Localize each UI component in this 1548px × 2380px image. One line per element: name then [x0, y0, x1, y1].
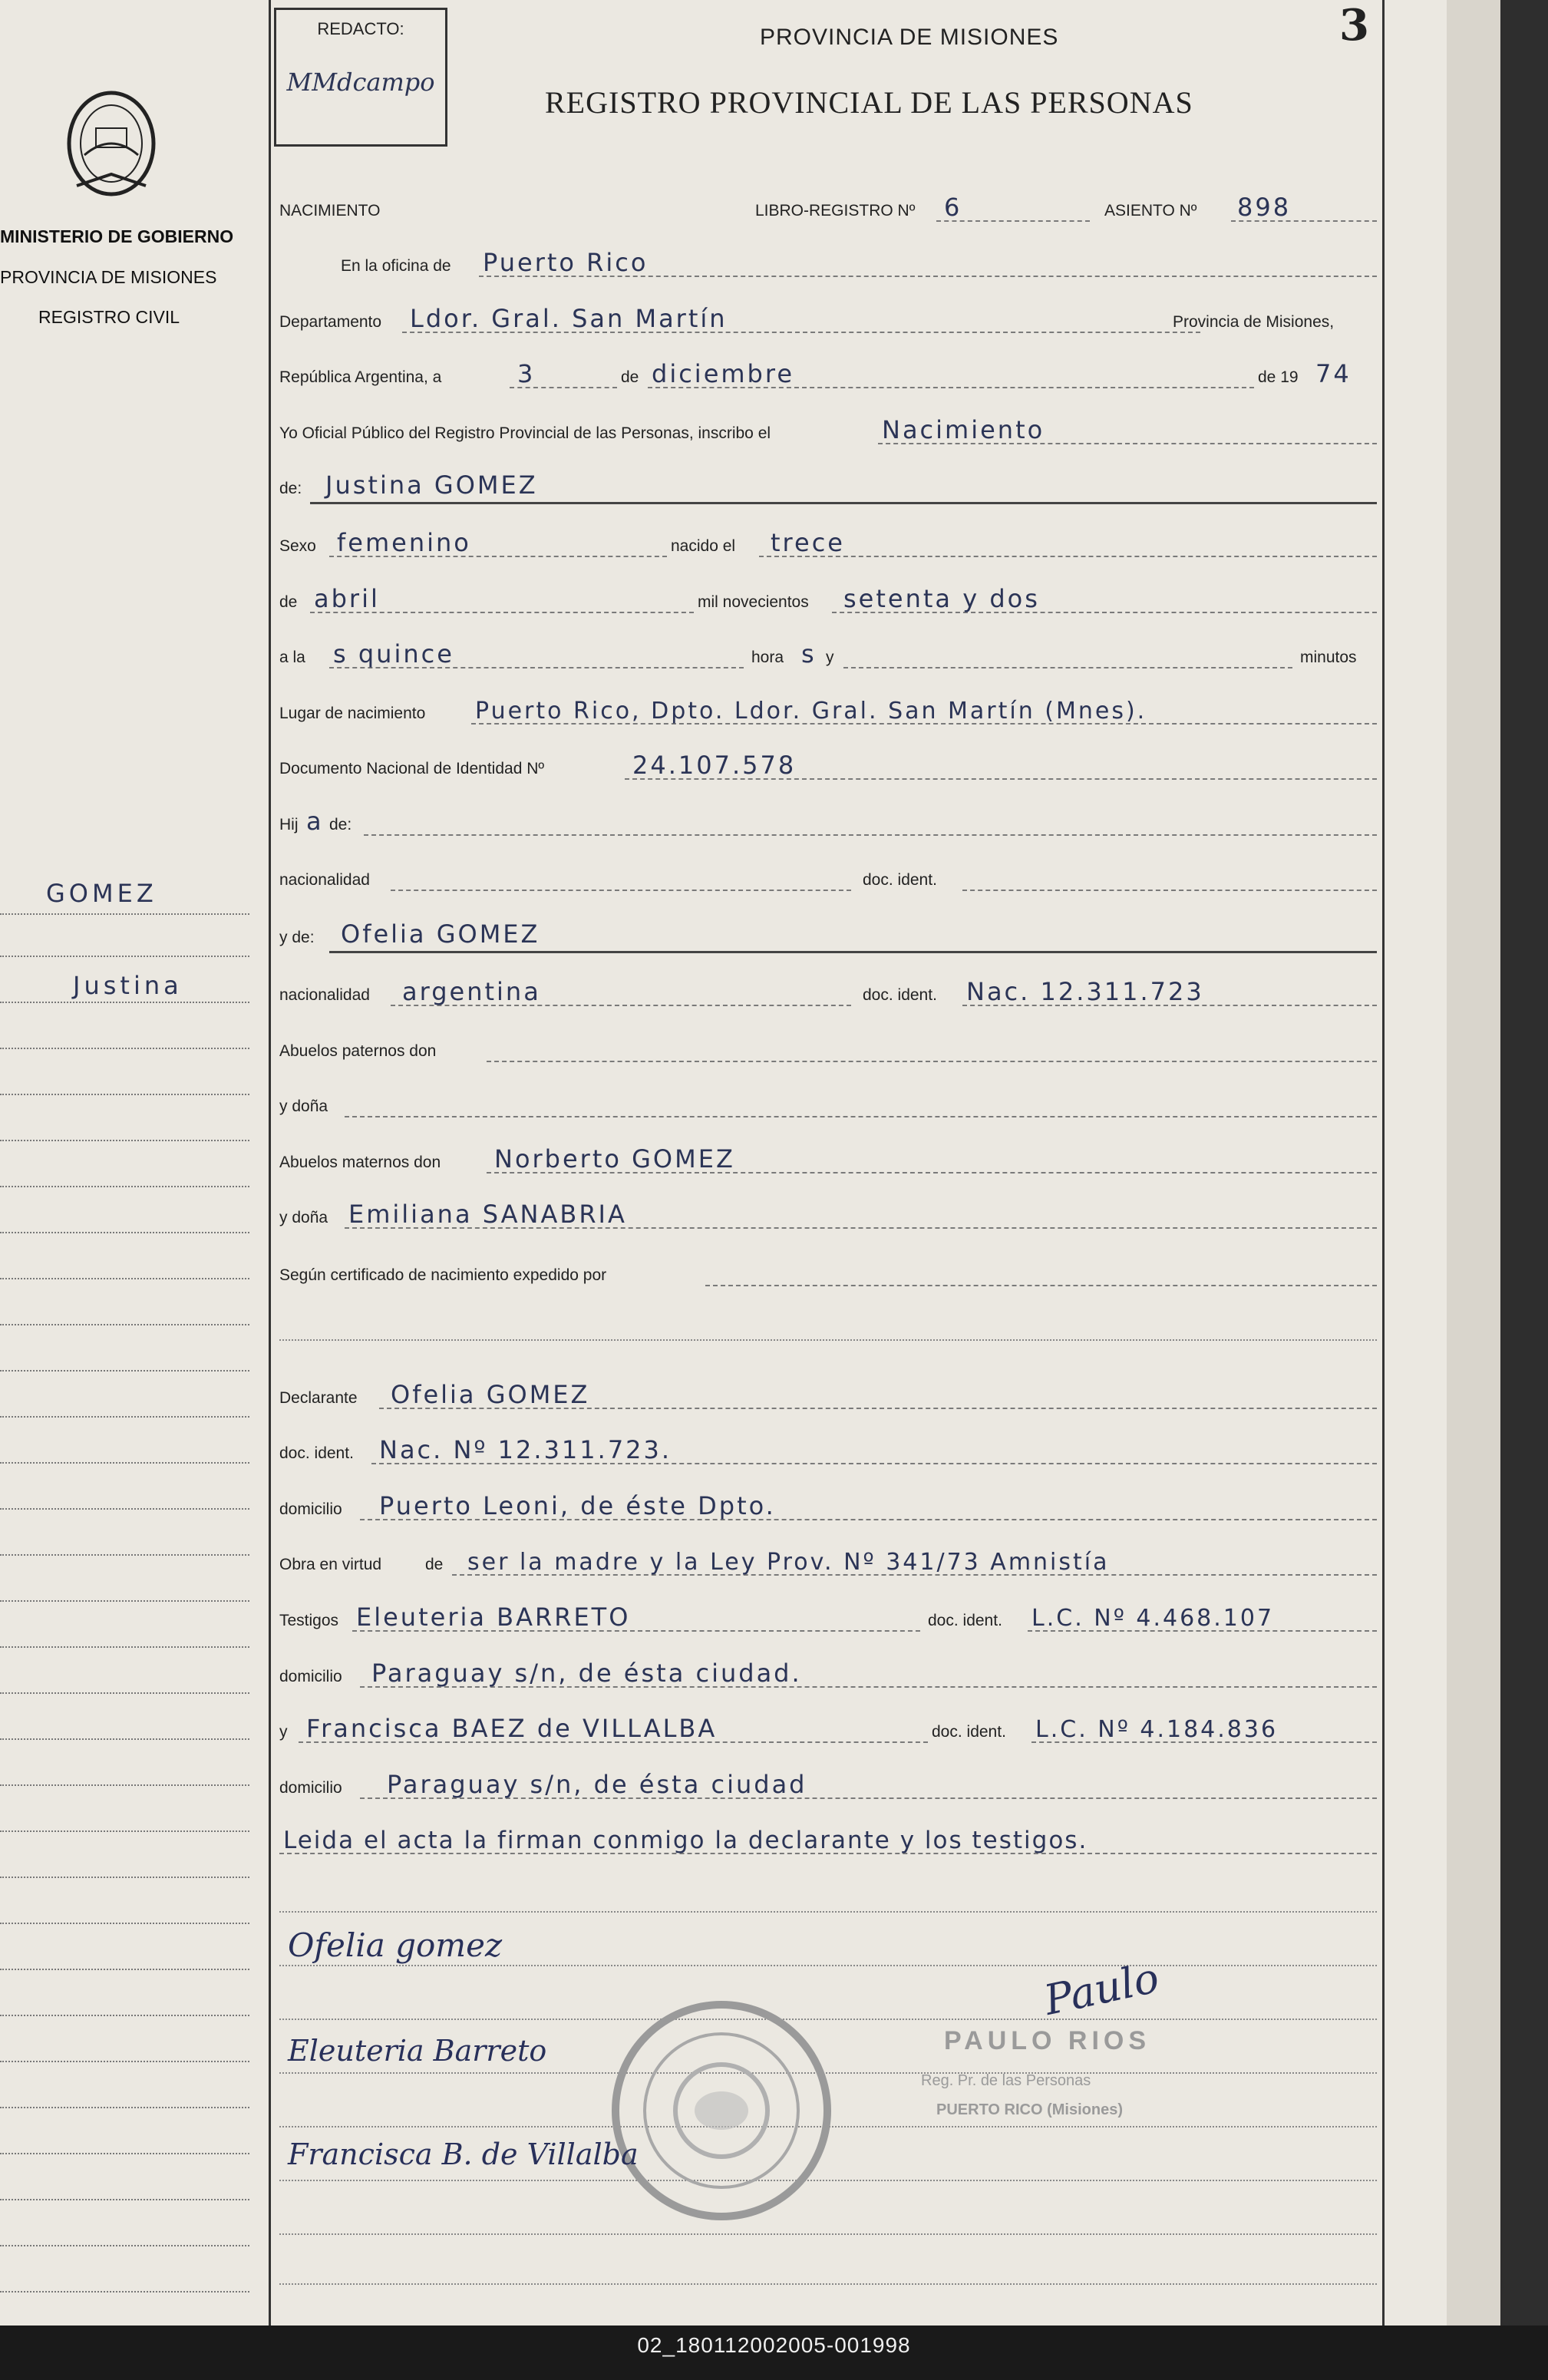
docident2-label: doc. ident. [863, 986, 937, 1004]
ydona2-value: Emiliana SANABRIA [348, 1200, 627, 1229]
left-ruled-line [0, 1370, 249, 1372]
left-ruled-line [0, 1462, 249, 1464]
minutos-label: minutos [1300, 649, 1357, 666]
year-label: de 19 [1258, 368, 1299, 386]
signature-testigo-1: Eleuteria Barreto [288, 2034, 547, 2068]
left-ruled-line [0, 1600, 249, 1602]
signature-testigo-2: Francisca B. de Villalba [288, 2137, 639, 2171]
docident2-value: Nac. 12.311.723 [966, 977, 1204, 1006]
left-ruled-line [0, 1646, 249, 1648]
birth-month-value: abril [314, 584, 380, 613]
row-sexo [279, 514, 1377, 562]
y-label: y [826, 649, 834, 666]
ministry-label: MINISTERIO DE GOBIERNO [0, 226, 234, 246]
left-ruled-line [0, 2245, 249, 2246]
decl-doc-value: Nac. Nº 12.311.723. [379, 1435, 672, 1464]
left-ruled-line [0, 1416, 249, 1418]
province-label: PROVINCIA DE MISIONES [0, 267, 217, 287]
alas-value: s quince [333, 639, 454, 668]
official-stamp-name: PAULO RIOS [944, 2026, 1151, 2055]
testigo2-doc-value: L.C. Nº 4.184.836 [1035, 1716, 1279, 1743]
domicilio3-value: Paraguay s/n, de ésta ciudad [387, 1770, 807, 1799]
mil-label: mil novecientos [698, 593, 809, 611]
page-number: 3 [1339, 0, 1369, 51]
blank-rule [279, 1965, 1377, 1966]
hij-label: Hij [279, 816, 299, 833]
dotted-rule [345, 1116, 1377, 1117]
left-ruled-line [0, 913, 249, 915]
row-closing [279, 1811, 1377, 1859]
left-ruled-line [0, 1969, 249, 1970]
row-segun [279, 1243, 1377, 1291]
domicilio3-label: domicilio [279, 1779, 342, 1797]
row-domicilio-2 [279, 1645, 1377, 1692]
row-declarante-doc [279, 1421, 1377, 1469]
hij-de-label: de: [329, 816, 352, 833]
dotted-rule [364, 834, 1377, 836]
dotted-rule [487, 1061, 1377, 1062]
solid-rule [329, 951, 1377, 953]
left-ruled-line [0, 1692, 249, 1694]
dni-label: Documento Nacional de Identidad Nº [279, 760, 545, 777]
left-ruled-line [0, 2153, 249, 2154]
domicilio2-value: Paraguay s/n, de ésta ciudad. [371, 1659, 802, 1688]
domicilio1-label: domicilio [279, 1500, 342, 1518]
libro-label: LIBRO-REGISTRO Nº [755, 202, 916, 220]
row-dona-1 [279, 1074, 1377, 1122]
mother-value: Ofelia GOMEZ [341, 919, 540, 949]
signature-declarante: Ofelia gomez [288, 1926, 503, 1964]
row-mes-nacimiento [279, 570, 1377, 618]
oficina-label: En la oficina de [341, 257, 451, 275]
official-stamp [913, 2011, 1220, 2164]
row-abuelos-maternos [279, 1131, 1377, 1178]
de-name-label: de: [279, 480, 302, 497]
docident-label: doc. ident. [863, 871, 937, 889]
left-ruled-line [0, 1554, 249, 1556]
row-oficial [279, 401, 1377, 449]
hora-value: s [801, 639, 817, 668]
dotted-rule [391, 890, 851, 891]
row-abuelos-paternos [279, 1019, 1377, 1067]
row-hij [279, 793, 1377, 840]
row-lugar [279, 682, 1377, 729]
obra-label: Obra en virtud [279, 1556, 382, 1573]
row-obra [279, 1533, 1377, 1580]
row-testigo-1 [279, 1589, 1377, 1636]
obra-value: ser la madre y la Ley Prov. Nº 341/73 Amnistía [467, 1549, 1110, 1576]
nacimiento-label: NACIMIENTO [279, 202, 381, 220]
abuelos-mat-label: Abuelos maternos don [279, 1154, 441, 1171]
redacto-label: REDACTO: [317, 19, 404, 38]
declarante-label: Declarante [279, 1389, 358, 1407]
left-ruled-line [0, 1048, 249, 1049]
left-ruled-line [0, 1784, 249, 1786]
left-ruled-line [0, 1508, 249, 1510]
yde-label: y de: [279, 929, 315, 946]
testigo1-doc-value: L.C. Nº 4.468.107 [1031, 1605, 1275, 1632]
de-label: de [621, 368, 639, 386]
left-ruled-line [0, 1232, 249, 1233]
month-value: diciembre [652, 359, 794, 388]
row-hora [279, 626, 1377, 673]
row-libro [279, 179, 1377, 226]
dotted-rule [843, 667, 1292, 668]
redacto-signature: MMdcampo [286, 68, 435, 97]
name-value: Justina GOMEZ [325, 470, 538, 500]
file-id: 02_180112002005-001998 [637, 2333, 911, 2357]
left-ruled-line [0, 956, 249, 957]
testigos-label: Testigos [279, 1612, 339, 1629]
official-stamp-line3: PUERTO RICO (Misiones) [936, 2101, 1123, 2118]
dotted-rule [962, 890, 1377, 891]
official-stamp-line2: Reg. Pr. de las Personas [921, 2072, 1091, 2089]
nacido-value: trece [771, 528, 845, 557]
dotted-rule [705, 1285, 1377, 1286]
left-ruled-line [0, 1830, 249, 1832]
header-registry: REGISTRO PROVINCIAL DE LAS PERSONAS [545, 85, 1193, 120]
lugar-label: Lugar de nacimiento [279, 705, 426, 722]
decl-doc-label: doc. ident. [279, 1444, 354, 1462]
departamento-label: Departamento [279, 313, 382, 331]
blank-rule [279, 2283, 1377, 2285]
testigo1-value: Eleuteria BARRETO [356, 1603, 631, 1632]
oficina-value: Puerto Rico [483, 248, 649, 277]
left-ruled-line [0, 1002, 249, 1003]
oficial-value: Nacimiento [882, 415, 1045, 444]
page-edge [1447, 0, 1500, 2326]
nac1-label: nacionalidad [279, 871, 370, 889]
domicilio1-value: Puerto Leoni, de éste Dpto. [379, 1491, 776, 1520]
hij-value: a [306, 807, 324, 836]
left-ruled-line [0, 1324, 249, 1325]
row-dona-2 [279, 1186, 1377, 1233]
departamento-value: Ldor. Gral. San Martín [410, 304, 728, 333]
row-madre [279, 906, 1377, 953]
segun-label: Según certificado de nacimiento expedido por [279, 1266, 607, 1284]
row-testigo-2 [279, 1700, 1377, 1748]
birth-year-value: setenta y dos [843, 584, 1040, 613]
row-nombre [279, 457, 1377, 504]
registry-label: REGISTRO CIVIL [38, 307, 180, 327]
alas-label: a la [279, 649, 305, 666]
day-value: 3 [517, 359, 536, 388]
redacto-box [274, 8, 447, 147]
year-value: 74 [1315, 359, 1352, 388]
abuelos-mat-value: Norberto GOMEZ [494, 1144, 735, 1173]
left-surname: GOMEZ [46, 879, 157, 908]
dotted-rule [759, 556, 1377, 557]
left-ruled-line [0, 1186, 249, 1187]
header-province: PROVINCIA DE MISIONES [760, 25, 1059, 50]
abuelos-pat-label: Abuelos paternos don [279, 1042, 437, 1060]
hora-label: hora [751, 649, 784, 666]
domicilio2-label: domicilio [279, 1668, 342, 1685]
row-nacionalidad-2 [279, 963, 1377, 1011]
blank-rule [279, 1911, 1377, 1913]
signature-official: Paulo [1040, 1953, 1163, 2025]
left-ruled-line [0, 2015, 249, 2016]
nacido-label: nacido el [671, 537, 736, 555]
left-ruled-line [0, 2291, 249, 2293]
testigo1-doc-label: doc. ident. [928, 1612, 1002, 1629]
blank-rule [279, 2233, 1377, 2235]
sexo-value: femenino [337, 528, 471, 557]
nac2-label: nacionalidad [279, 986, 370, 1004]
republica-label: República Argentina, a [279, 368, 442, 386]
sexo-label: Sexo [279, 537, 316, 555]
nac2-value: argentina [402, 977, 541, 1006]
row-departamento [279, 290, 1377, 338]
left-ruled-line [0, 2061, 249, 2062]
left-ruled-line [0, 1140, 249, 1141]
row-fecha [279, 345, 1377, 393]
dni-value: 24.107.578 [632, 751, 797, 780]
solid-rule [310, 502, 1377, 504]
de-month-label: de [279, 593, 298, 611]
declarante-value: Ofelia GOMEZ [391, 1380, 590, 1409]
left-given-name: Justina [73, 971, 183, 1000]
left-ruled-line [0, 1923, 249, 1924]
left-ruled-line [0, 1877, 249, 1878]
asiento-value: 898 [1237, 193, 1292, 222]
left-ruled-line [0, 1094, 249, 1095]
testigo2-value: Francisca BAEZ de VILLALBA [306, 1714, 718, 1743]
registry-round-stamp [606, 1995, 837, 2226]
closing-value: Leida el acta la firman conmigo la declarante y los testigos. [283, 1827, 1088, 1854]
row-nacionalidad-1 [279, 848, 1377, 896]
asiento-label: ASIENTO Nº [1104, 202, 1197, 220]
left-ruled-line [0, 2199, 249, 2200]
left-ruled-line [0, 2107, 249, 2108]
y2-label: y [279, 1723, 288, 1741]
row-domicilio-1 [279, 1477, 1377, 1525]
row-domicilio-3 [279, 1756, 1377, 1804]
lugar-value: Puerto Rico, Dpto. Ldor. Gral. San Martín (Mnes). [475, 698, 1147, 725]
ydona1-label: y doña [279, 1098, 328, 1115]
blank-rule [279, 1339, 1377, 1341]
libro-value: 6 [944, 193, 962, 222]
left-ruled-line [0, 1278, 249, 1279]
obra-de-label: de [425, 1556, 444, 1573]
oficial-label: Yo Oficial Público del Registro Provincial de las Personas, inscribo el [279, 424, 771, 442]
row-oficina [279, 234, 1377, 282]
row-declarante [279, 1366, 1377, 1414]
ydona2-label: y doña [279, 1209, 328, 1226]
row-dni [279, 737, 1377, 784]
left-ruled-line [0, 1738, 249, 1740]
testigo2-doc-label: doc. ident. [932, 1723, 1006, 1741]
province-seal-icon [61, 86, 161, 201]
provincia-label: Provincia de Misiones, [1173, 313, 1335, 331]
